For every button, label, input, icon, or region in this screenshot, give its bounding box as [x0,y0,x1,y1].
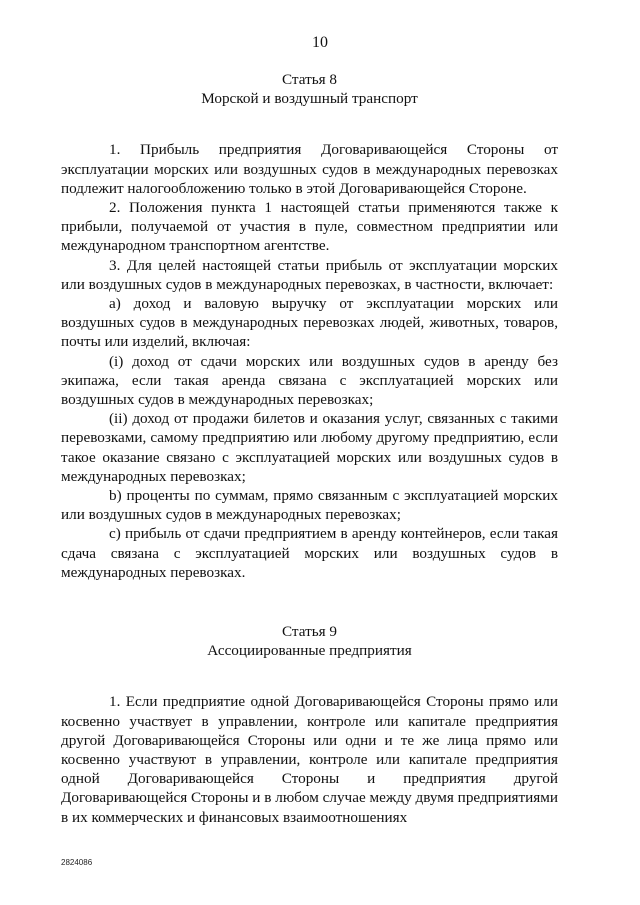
document-code: 2824086 [61,858,93,867]
article-8-section [61,70,558,582]
article-9-section [61,622,558,827]
article-9-title: Ассоциированные предприятия [207,642,412,660]
article-8-item-a-ii: (ii) доход от продажи билетов и оказания услуг, связанных с такими перевозками, самому предприятию или любому другому предприятию, если такое оказание связано с эксплуатацией морских или воздушных судов в международных перевозках; [61,410,558,485]
article-9-number: Статья 9 [281,623,338,640]
article-8-item-c: c) прибыль от сдачи предприятием в аренду контейнеров, если такая сдача связана с эксплуатацией морских или воздушных судов в международных перевозках. [61,525,558,581]
article-8-number: Статья 8 [281,71,338,88]
article-9-paragraph-1: 1. Если предприятие одной Договаривающейся Стороны прямо или косвенно участвует в управлении, контроле или капитале предприятия другой Договаривающейся Стороны или одни и те же лица прямо или косвенно участвуют в управлении, контроле или капитале предприятия одной Договаривающейся Стороны и предприятия другой Договаривающейся Стороны и в любом случае между двумя предприятиями в их коммерческих и финансовых взаимоотношениях [61,693,558,826]
article-8-paragraph-3: 3. Для целей настоящей статьи прибыль от эксплуатации морских или воздушных судов в международных перевозках, в частности, включает: [61,256,558,293]
article-8-item-b: b) проценты по суммам, прямо связанным с эксплуатацией морских или воздушных судов в международных перевозках; [61,487,558,524]
page-number: 10 [312,34,328,51]
article-8-paragraph-1: 1. Прибыль предприятия Договаривающейся Стороны от эксплуатации морских или воздушных судов в международных перевозках подлежит налогообложению только в этой Договаривающейся Стороне. [61,141,558,197]
article-8-item-a-i: (i) доход от сдачи морских или воздушных судов в аренду без экипажа, если такая аренда связана с эксплуатацией морских или воздушных судов в международных перевозках; [61,352,558,409]
article-8-title: Морской и воздушный транспорт [201,90,418,108]
article-8-item-a: a) доход и валовую выручку от эксплуатации морских или воздушных судов в международных перевозках людей, животных, товаров, почты или изделий, включая: [61,295,558,351]
article-8-paragraph-2: 2. Положения пункта 1 настоящей статьи применяются также к прибыли, получаемой от участия в пуле, совместном предприятии или международном транспортном агентстве. [61,199,558,255]
